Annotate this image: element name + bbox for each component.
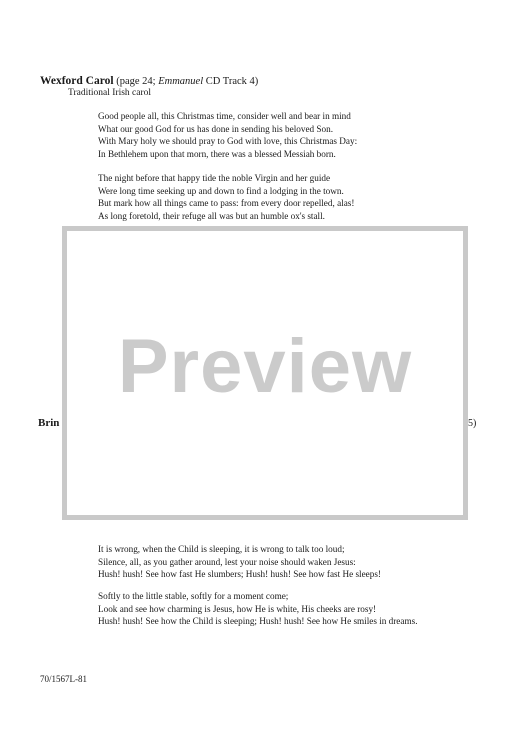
lyric-line: Were long time seeking up and down to find a lodging in the town. xyxy=(98,185,344,196)
carol-title: Wexford Carol xyxy=(40,75,114,87)
carol-reference: (page 24; Emmanuel CD Track 4) xyxy=(116,76,259,87)
stanza-1 xyxy=(98,110,357,160)
lyric-line: Softly to the little stable, softly for a moment come; xyxy=(98,591,289,601)
lyric-line: With Mary holy we should pray to God with love, this Christmas Day: xyxy=(98,136,358,147)
lyric-line: But mark how all things came to pass: from every door repelled, alas! xyxy=(98,198,355,209)
carol-subtitle: Traditional Irish carol xyxy=(68,88,152,98)
lyric-line: Hush! hush! See how fast He slumbers; Hush! hush! See how fast He sleeps! xyxy=(98,569,381,580)
partial-reference: 5) xyxy=(468,418,477,429)
lyric-line: Silence, all, as you gather around, lest your noise should waken Jesus: xyxy=(98,556,356,567)
lyric-line: Good people all, this Christmas time, consider well and bear in mind xyxy=(98,111,351,121)
stanza-2 xyxy=(98,172,354,222)
lyric-line: The night before that happy tide the noble Virgin and her guide xyxy=(98,173,331,183)
lyric-line: As long foretold, their refuge all was but an humble ox's stall. xyxy=(98,210,325,221)
partial-title: Brin xyxy=(38,417,60,429)
stanza-4 xyxy=(98,590,418,628)
carol-title-line xyxy=(40,75,258,87)
lyric-line: What our good God for us has done in sending his beloved Son. xyxy=(98,123,334,134)
lyric-line: In Bethlehem upon that morn, there was a blessed Messiah born. xyxy=(98,148,336,159)
lyric-line: It is wrong, when the Child is sleeping, it is wrong to talk too loud; xyxy=(98,544,345,554)
lyric-line: Look and see how charming is Jesus, how He is white, His cheeks are rosy! xyxy=(98,603,377,614)
lyric-line: Hush! hush! See how the Child is sleeping; Hush! hush! See how He smiles in dreams. xyxy=(98,616,418,627)
stanza-3 xyxy=(98,543,381,581)
preview-watermark-text: Preview xyxy=(117,324,413,409)
preview-watermark xyxy=(62,226,468,520)
catalog-code: 70/1567L-81 xyxy=(40,674,87,684)
